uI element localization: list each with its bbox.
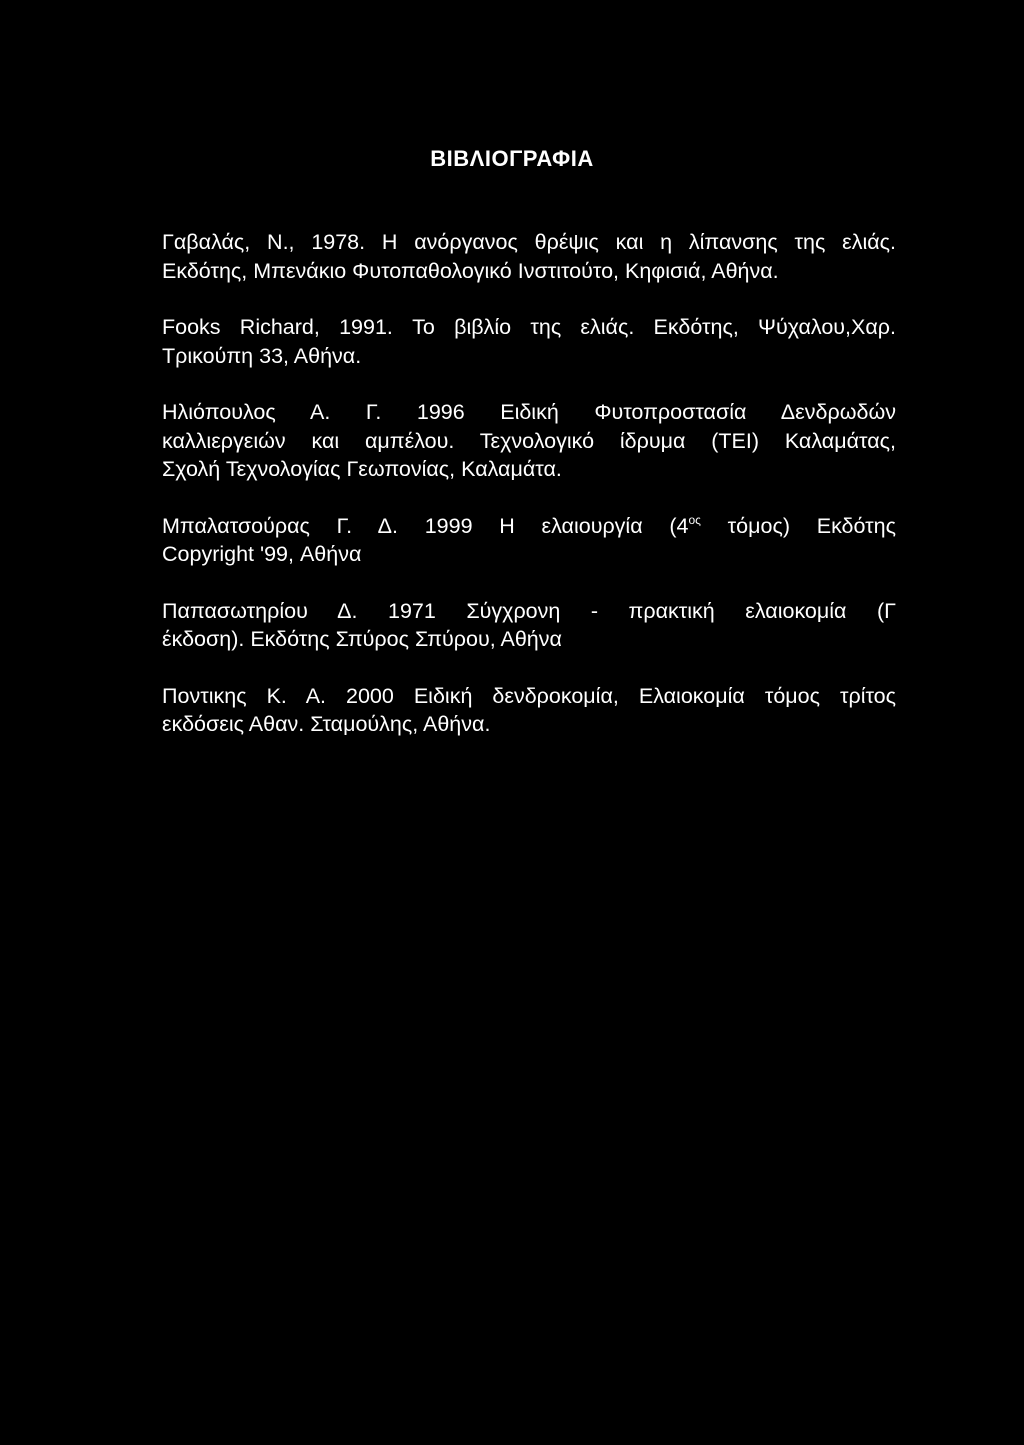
reference-item bbox=[162, 398, 896, 484]
reference-list bbox=[162, 228, 896, 767]
reference-line bbox=[162, 512, 896, 541]
ordinal-superscript: ος bbox=[688, 512, 701, 527]
reference-line: Εκδότης, Μπενάκιο Φυτοπαθολογικό Ινστιτούτο, Κηφισιά, Αθήνα. bbox=[162, 258, 779, 283]
reference-line: Παπασωτηρίου Δ. 1971 Σύγχρονη - πρακτική ελαιοκομία (Γ bbox=[162, 598, 896, 623]
reference-line: Fooks Richard, 1991. Το βιβλίο της ελιάς. Εκδότης, Ψύχαλου,Χαρ. bbox=[162, 315, 896, 339]
reference-item bbox=[162, 313, 896, 370]
reference-line: Ποντικης Κ. Α. 2000 Ειδική δενδροκομία, Ελαιοκομία τόμος τρίτος bbox=[162, 683, 896, 708]
reference-text: Μπαλατσούρας Γ. Δ. 1999 Η ελαιουργία (4 bbox=[162, 513, 689, 538]
reference-item bbox=[162, 512, 896, 569]
reference-line: εκδόσεις Αθαν. Σταμούλης, Αθήνα. bbox=[162, 712, 491, 736]
reference-line: Σχολή Τεχνολογίας Γεωπονίας, Καλαμάτα. bbox=[162, 457, 562, 481]
reference-line: Ηλιόπουλος Α. Γ. 1996 Ειδική Φυτοπροστασία Δενδρωδών bbox=[162, 400, 896, 424]
reference-item bbox=[162, 597, 896, 654]
reference-line: Γαβαλάς, Ν., 1978. Η ανόργανος θρέψις και η λίπανσης της ελιάς. bbox=[162, 230, 896, 254]
page-title: ΒΙΒΛΙΟΓΡΑΦΙΑ bbox=[430, 146, 594, 171]
reference-text: τόμος) Εκδότης bbox=[700, 513, 896, 538]
reference-item bbox=[162, 682, 896, 739]
reference-line: έκδοση). Εκδότης Σπύρος Σπύρου, Αθήνα bbox=[162, 627, 562, 651]
reference-line: Copyright '99, Αθήνα bbox=[162, 542, 362, 566]
reference-line: Τρικούπη 33, Αθήνα. bbox=[162, 343, 362, 368]
reference-item bbox=[162, 228, 896, 285]
reference-line: καλλιεργειών και αμπέλου. Τεχνολογικό ίδρυμα (ΤΕΙ) Καλαμάτας, bbox=[162, 428, 896, 453]
